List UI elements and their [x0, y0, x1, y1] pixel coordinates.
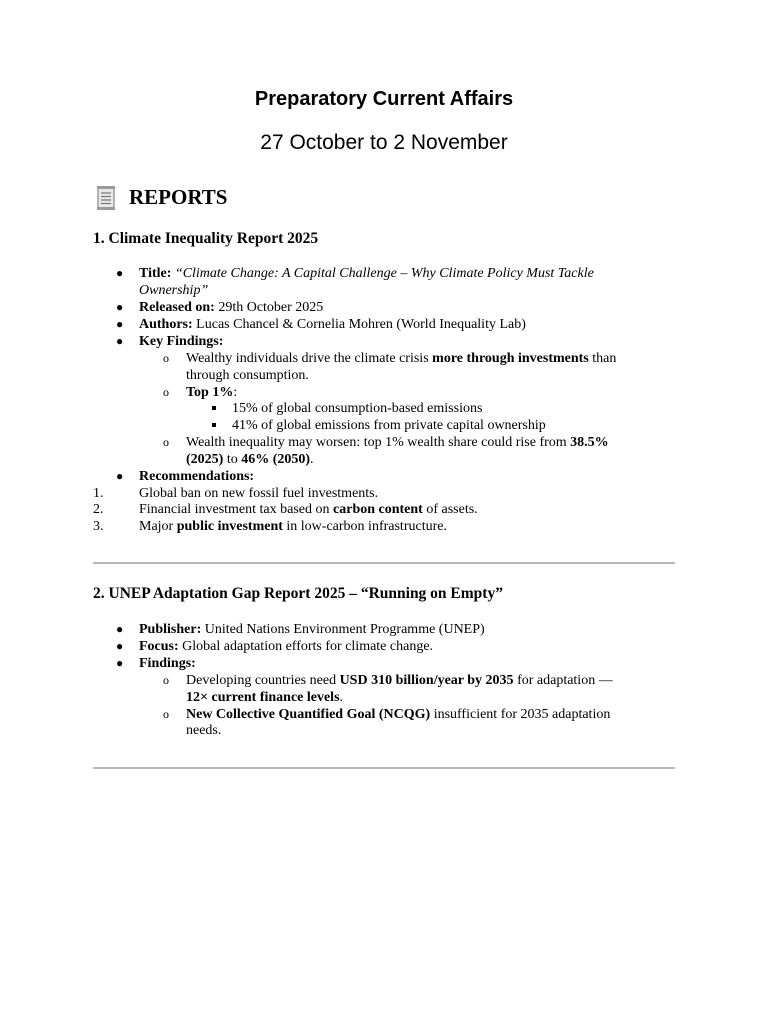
section-title: REPORTS — [129, 185, 228, 209]
recommendation-3: Major public investment in low-carbon infrastructure. — [139, 519, 447, 534]
finding-top1: Top 1%: — [186, 385, 238, 400]
square-bullet-icon — [212, 406, 216, 410]
report-1-key-findings: Key Findings: — [139, 334, 224, 349]
page-document-icon — [97, 186, 115, 210]
report-1-heading: 1. Climate Inequality Report 2025 — [93, 230, 319, 247]
page-subtitle: 27 October to 2 November — [260, 131, 508, 154]
report-1-recommendations: Recommendations: — [139, 469, 255, 484]
square-bullet-icon — [212, 423, 216, 427]
recommendation-1: Global ban on new fossil fuel investments. — [139, 486, 379, 501]
bullet-icon: ● — [116, 622, 124, 636]
recommendation-2: Financial investment tax based on carbon content of assets. — [139, 502, 478, 517]
finding-1-line-2: through consumption. — [186, 368, 309, 383]
report-1-title-line-2: Ownership” — [139, 283, 209, 298]
bullet-icon: ● — [116, 300, 124, 314]
finding-1: Wealthy individuals drive the climate crisis more through investments than — [186, 351, 617, 366]
report-2-heading: 2. UNEP Adaptation Gap Report 2025 – “Running on Empty” — [93, 585, 503, 602]
section-divider — [93, 767, 675, 769]
report-2-publisher: Publisher: United Nations Environment Programme (UNEP) — [139, 622, 485, 637]
bullet-icon: ● — [116, 266, 124, 280]
report-1-authors: Authors: Lucas Chancel & Cornelia Mohren (World Inequality Lab) — [139, 317, 526, 332]
circle-bullet-icon: o — [163, 351, 169, 365]
report-2-focus: Focus: Global adaptation efforts for climate change. — [139, 639, 434, 654]
list-number: 3. — [93, 519, 104, 534]
bullet-icon: ● — [116, 656, 124, 670]
section-header — [97, 185, 227, 210]
bullet-icon: ● — [116, 334, 124, 348]
circle-bullet-icon: o — [163, 673, 169, 687]
top1-item: 41% of global emissions from private capital ownership — [232, 418, 546, 433]
circle-bullet-icon: o — [163, 435, 169, 449]
list-number: 2. — [93, 502, 104, 517]
page-title: Preparatory Current Affairs — [254, 88, 514, 110]
finding-3: Wealth inequality may worsen: top 1% wealth share could rise from 38.5% — [186, 435, 609, 450]
report-2-finding-1: Developing countries need USD 310 billion/year by 2035 for adaptation — — [186, 673, 613, 688]
bullet-icon: ● — [116, 469, 124, 483]
section-divider — [93, 562, 675, 564]
top1-item: 15% of global consumption-based emissions — [232, 401, 483, 416]
finding-3-line-2: (2025) to 46% (2050). — [186, 452, 314, 467]
bullet-icon: ● — [116, 639, 124, 653]
report-2-finding-1-line-2: 12× current finance levels. — [186, 690, 344, 705]
bullet-icon: ● — [116, 317, 124, 331]
list-number: 1. — [93, 486, 104, 501]
report-1-released: Released on: 29th October 2025 — [139, 300, 324, 315]
report-1-title-line: Title: “Climate Change: A Capital Challenge – Why Climate Policy Must Tackle — [139, 266, 594, 281]
circle-bullet-icon: o — [163, 385, 169, 399]
circle-bullet-icon: o — [163, 707, 169, 721]
report-2-finding-2-line-2: needs. — [186, 723, 222, 738]
report-2-findings: Findings: — [139, 656, 196, 671]
report-2-finding-2: New Collective Quantified Goal (NCQG) insufficient for 2035 adaptation — [186, 707, 611, 722]
